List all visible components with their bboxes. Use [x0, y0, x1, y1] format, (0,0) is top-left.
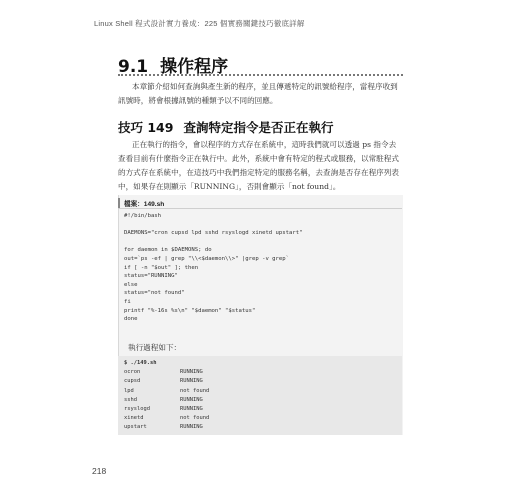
exec-label: 執行過程如下：: [128, 343, 182, 352]
output-daemon-name: ocron: [124, 369, 141, 376]
section-number: 9.1: [118, 57, 149, 77]
tip-title: 查詢特定指令是否正在執行: [183, 120, 334, 135]
output-daemon-name: rsyslogd: [124, 406, 150, 412]
section-title: 操作程序: [160, 57, 229, 77]
output-row: [124, 415, 210, 422]
output-status: RUNNING: [180, 406, 203, 412]
code-line: #!/bin/bash: [124, 213, 162, 219]
code-line: status="RUNNING": [124, 273, 178, 280]
code-line: if [ -n "$out" ]; then: [124, 264, 199, 271]
tip-label: 技巧 149: [118, 120, 174, 135]
output-daemon-name: xinetd: [124, 415, 144, 422]
output-status: RUNNING: [180, 369, 203, 376]
output-status: not found: [180, 387, 210, 394]
code-line: for daemon in $DAEMONS; do: [124, 247, 212, 254]
page-number: 218: [92, 466, 107, 476]
file-label-divider: [118, 208, 402, 209]
code-line: else: [124, 281, 138, 288]
code-line: fi: [124, 298, 131, 305]
code-line: DAEMONS="cron cupsd lpd sshd rsyslogd xinetd upstart": [124, 230, 303, 237]
code-line: status="not found": [124, 290, 185, 297]
exec-command: $ ./149.sh: [124, 360, 157, 366]
output-row: [124, 378, 203, 385]
code-line: [124, 238, 396, 247]
output-status: not found: [180, 415, 210, 422]
section-divider: [118, 74, 403, 76]
output-row: [124, 369, 203, 376]
intro-paragraph: 本章節介紹如何查詢與產生新的程序，並且傳遞特定的訊號給程序，當程序收到訊號時，將會根據訊號的種類予以不同的回應。: [118, 82, 398, 105]
code-line: [124, 221, 396, 230]
output-daemon-name: sshd: [124, 396, 137, 403]
output-daemon-name: cupsd: [124, 378, 141, 385]
output-daemon-name: lpd: [124, 387, 134, 394]
output-status: RUNNING: [180, 424, 203, 431]
code-line: printf "%-16s %s\n" "$daemon" "$status": [124, 307, 256, 314]
terminal-output-box: [118, 356, 402, 435]
output-status: RUNNING: [180, 396, 203, 403]
output-row: [124, 424, 203, 431]
code-line: out=`ps -ef | grep "\\<$daemon\\>" |grep -v grep`: [124, 255, 290, 262]
tip-paragraph: 正在執行的指令，會以程序的方式存在系統中，這時我們就可以透過 ps 指令去查看目前有什麼指令正在執行中。此外，系統中會有特定的程式或服務，以常駐程式的方式存在系統中，在這技巧中我們指定特定的服務名稱，去查詢是否存在程序列表中，如果存在則顯示「RUNNING」，否則會顯示「not found」。: [118, 140, 399, 191]
output-status: RUNNING: [180, 378, 203, 385]
output-row: [124, 387, 210, 394]
file-label: 檔案：149.sh: [118, 198, 164, 208]
running-head: Linux Shell 程式設計實力養成：225 個實務關鍵技巧徹底詳解: [94, 19, 305, 28]
output-daemon-name: upstart: [124, 424, 147, 431]
code-line: done: [124, 316, 138, 323]
output-row: [124, 396, 203, 403]
output-row: [124, 406, 203, 412]
tip-heading: [118, 118, 403, 136]
code-listing: [124, 212, 396, 324]
